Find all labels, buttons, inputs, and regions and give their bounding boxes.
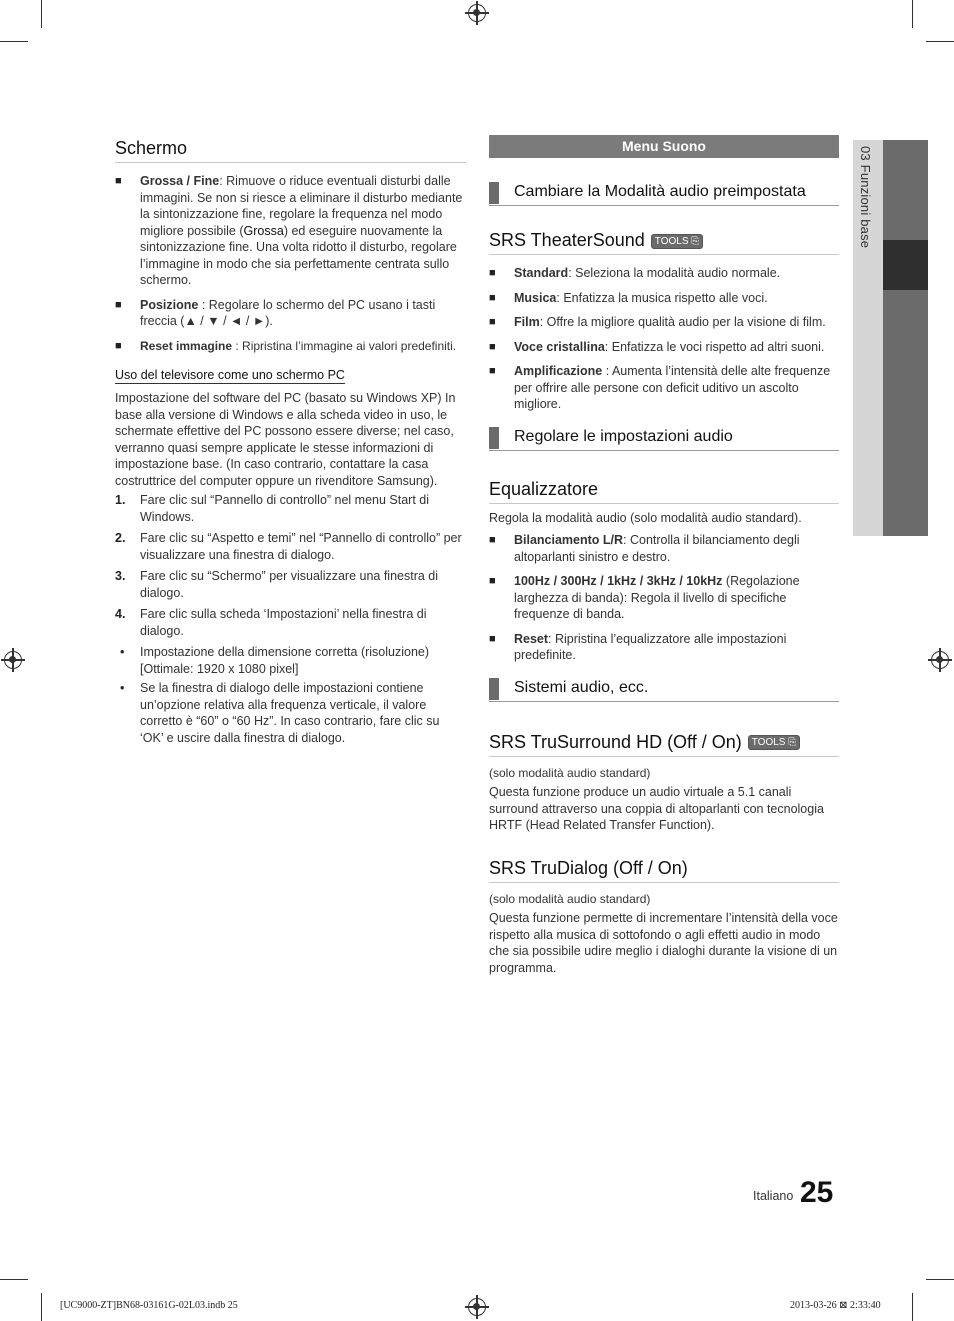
task-heading-audio-settings: Regolare le impostazioni audio [489,427,839,451]
section-title-schermo: Schermo [115,138,466,163]
section-title-srs-trusurround: SRS TruSurround HD (Off / On) TOOLS ⎘ [489,732,839,757]
srs-modes [489,265,839,413]
section-title-srs-theatersound: SRS TheaterSound TOOLS ⎘ [489,230,839,255]
footer-language: Italiano [753,1189,794,1203]
crop-mark [0,1279,28,1280]
chapter-tab-strip [883,140,928,536]
eq-intro: Regola la modalità audio (solo modalità audio standard). [489,510,802,525]
list-item: ■ Voce cristallina: Enfatizza le voci rispetto ad altri suoni. [489,339,839,356]
trusurround-note: (solo modalità audio standard) [489,765,651,780]
step-item: 1. Fare clic sul “Pannello di controllo” nel menu Start di Windows. [115,493,430,524]
step-item: 3. Fare clic su “Schermo” per visualizzare una finestra di dialogo. [115,569,439,600]
imprint-file: [UC9000-ZT]BN68-03161G-02L03.indb 25 [60,1300,238,1311]
list-item: ■ Bilanciamento L/R: Controlla il bilanciamento degli altoparlanti sinistro e destro. [489,532,839,565]
right-column [489,135,839,976]
chapter-tab-marker [883,240,928,290]
step-item: 2. Fare clic su “Aspetto e temi” nel “Pannello di controllo” per visualizzare una finestra di dialogo. [115,531,462,562]
trudialog-text: Questa funzione permette di incrementare l’intensità della voce rispetto alla musica di sottofondo o agli effetti audio in modo che sia possibile udire meglio i dialoghi durante la visione di un programma. [489,911,838,975]
left-column [115,138,466,749]
crop-mark [912,1293,913,1321]
registration-mark-icon [931,651,949,669]
crop-mark [0,41,28,42]
subheading-pc-screen: Uso del televisore come uno schermo PC [115,368,345,382]
registration-mark-icon [468,1298,486,1316]
crop-mark [41,0,42,28]
list-item: ■ Amplificazione : Aumenta l’intensità delle alte frequenze per offrire alle persone con deficit uditivo un ascolto migliore. [489,363,839,413]
trusurround-text: Questa funzione produce un audio virtuale a 5.1 canali surround attraverso una coppia di altoparlanti con tecnologia HRTF (Head Related Transfer Function). [489,785,824,832]
registration-mark-icon [4,651,22,669]
registration-mark-icon [468,4,486,22]
pc-setup-intro: Impostazione del software del PC (basato su Windows XP) In base alla versione di Windows e alla scheda video in uso, le schermate effettive del PC possono essere diverse; nel caso, verranno quasi sempre applicate le stesse informazioni di impostazione base. (In caso contrario, contattare la casa costruttrice del computer oppure un rivenditore Samsung). [115,391,456,488]
crop-mark [926,41,954,42]
section-title-srs-trudialog: SRS TruDialog (Off / On) [489,858,839,883]
trudialog-note: (solo modalità audio standard) [489,891,651,906]
schermo-options [115,173,466,354]
eq-options [489,532,839,664]
tools-icon: TOOLS ⎘ [651,234,704,249]
imprint-date: 2013-03-26 ⊠ 2:33:40 [790,1300,881,1311]
list-item: ■ Standard: Seleziona la modalità audio normale. [489,265,839,282]
crop-mark [41,1293,42,1321]
list-item: ■ 100Hz / 300Hz / 1kHz / 3kHz / 10kHz (Regolazione larghezza di banda): Regola il livello di specifiche frequenze di banda. [489,573,839,623]
list-item: ■ Grossa / Fine: Rimuove o riduce eventuali disturbi dalle immagini. Se non si riesce a eliminare il disturbo mediante la sintonizzazione fine, regolare la frequenza nel modo migliore possibile (Grossa) ed eseguire nuovamente la sintonizzazione fine. Una volta ridotto il disturbo, regolare l’immagine in modo che sia perfettamente centrata sullo schermo. [115,173,466,289]
notes-list [115,644,466,746]
list-item: ■ Posizione : Regolare lo schermo del PC usano i tasti freccia (▲ / ▼ / ◄ / ►). [115,297,466,330]
crop-mark [926,1279,954,1280]
steps-list [115,492,466,639]
tools-icon: TOOLS ⎘ [748,735,801,750]
section-title-equalizzatore: Equalizzatore [489,479,839,504]
list-item: ■ Reset: Ripristina l’equalizzatore alle impostazioni predefinite. [489,631,839,664]
list-item: ■ Musica: Enfatizza la musica rispetto alle voci. [489,290,839,307]
note-item: • Impostazione della dimensione corretta (risoluzione) [Ottimale: 1920 x 1080 pixel] [115,644,466,677]
list-item: ■ Film: Offre la migliore qualità audio per la visione di film. [489,314,839,331]
chapter-tab-label: 03 Funzioni base [858,146,873,249]
menu-band-title: Menu Suono [489,135,839,158]
task-heading-audio-systems: Sistemi audio, ecc. [489,678,839,702]
crop-mark [912,0,913,28]
step-item: 4. Fare clic sulla scheda ‘Impostazioni’ nella finestra di dialogo. [115,607,427,638]
task-heading-preset-mode: Cambiare la Modalità audio preimpostata [489,182,839,206]
list-item: ■ Reset immagine : Ripristina l’immagine ai valori predefiniti. [115,338,466,355]
page-number: 25 [800,1176,834,1209]
note-item: • Se la finestra di dialogo delle impostazioni contiene un’opzione relativa alla frequenza verticale, il valore corretto è “60” o “60 Hz”. In caso contrario, fare clic su ‘OK’ e uscire dalla finestra di dialogo. [115,680,466,746]
